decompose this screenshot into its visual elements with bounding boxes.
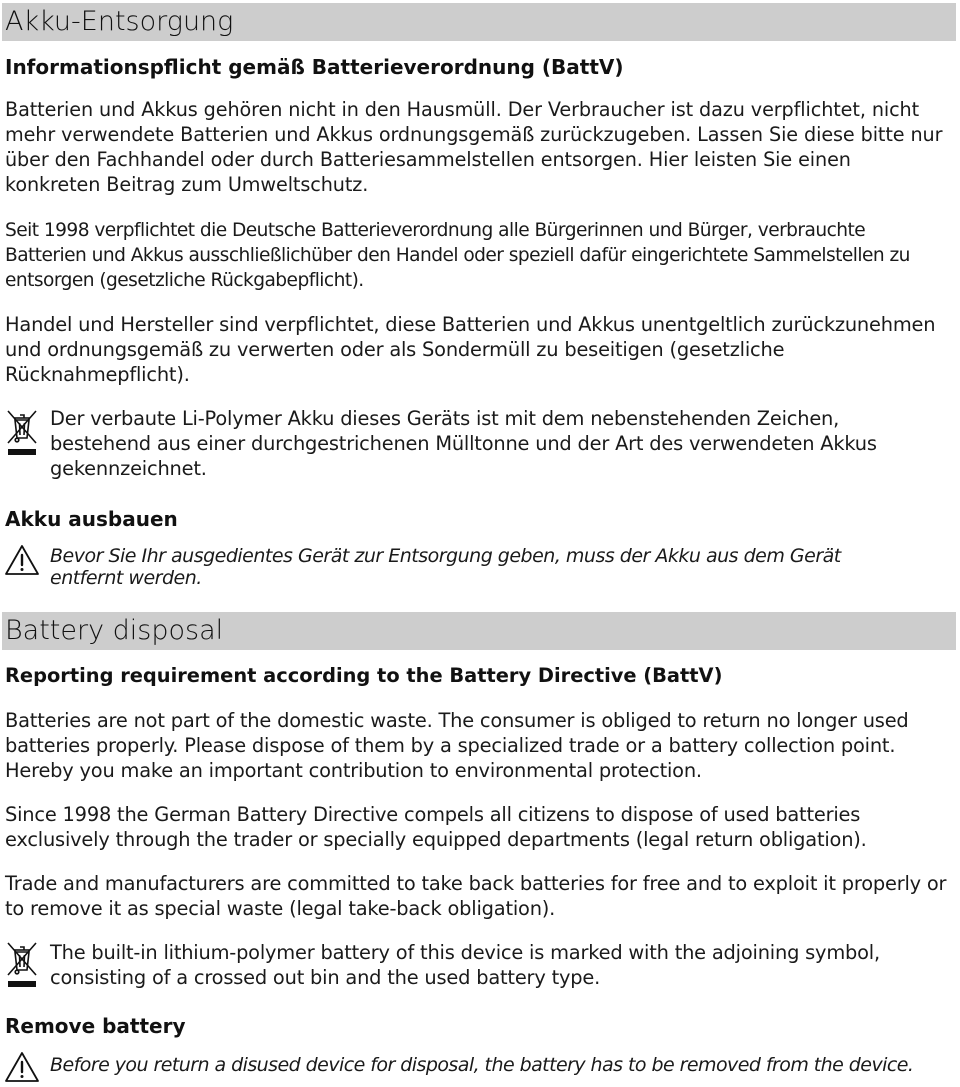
crossed-out-bin-icon [5, 408, 39, 458]
remove-heading-de: Akku ausbauen [5, 507, 178, 531]
subtitle-de: Informationspflicht gemäß Batterieverordnung (BattV) [5, 55, 624, 79]
paragraph-en-1: Batteries are not part of the domestic waste. The consumer is obliged to return no longer used batteries properly. Please dispose of them by a specialized trade or a battery collection point. Hereby you make an important contribution to environmental protection. [5, 709, 909, 782]
paragraph-de-1: Batterien und Akkus gehören nicht in den Hausmüll. Der Verbraucher ist dazu verpflichtet, nicht mehr verwendete Batterien und Akkus ordnungsgemäß zurückzugeben. Lassen Sie diese bitte nur über den Fachhandel oder durch Batteriesammelstellen entsorgen. Hier leisten Sie einen konkreten Beitrag zum Umweltschutz. [5, 98, 943, 196]
crossed-out-bin-icon [5, 940, 39, 990]
remove-heading-en: Remove battery [5, 1014, 186, 1038]
section-title-de: Akku-Entsorgung [2, 3, 956, 41]
paragraph-de-2: Seit 1998 verpflichtet die Deutsche Batterieverordnung alle Bürgerinnen und Bürger, verbrauchte Batterien und Akkus ausschließlichüber den Handel oder speziell dafür eingerichtete Sammelstellen zu entsorgen (gesetzliche Rückgabepflicht). [5, 220, 910, 291]
paragraph-en-3: Trade and manufacturers are committed to take back batteries for free and to exploit it properly or to remove it as special waste (legal take-back obligation). [5, 872, 947, 920]
paragraph-en-2: Since 1998 the German Battery Directive compels all citizens to dispose of used batteries exclusively through the trader or specially equipped departments (legal return obligation). [5, 803, 867, 851]
warning-triangle-icon [4, 1051, 40, 1083]
warning-de: Bevor Sie Ihr ausgedientes Gerät zur Entsorgung geben, muss der Akku aus dem Gerät entfernt werden. [50, 545, 841, 589]
paragraph-de-3: Handel und Hersteller sind verpflichtet, diese Batterien und Akkus unentgeltlich zurückzunehmen und ordnungsgemäß zu verwerten oder als Sondermüll zu beseitigen (gesetzliche Rücknahmepflicht). [5, 313, 936, 386]
paragraph-de-4: Der verbaute Li-Polymer Akku dieses Geräts ist mit dem nebenstehenden Zeichen, bestehend aus einer durchgestrichenen Mülltonne und der Art des verwendeten Akkus gekennzeichnet. [50, 407, 877, 480]
warning-en: Before you return a disused device for disposal, the battery has to be removed from the device. [50, 1054, 914, 1076]
warning-triangle-icon [4, 544, 40, 576]
section-title-en: Battery disposal [2, 612, 956, 650]
paragraph-en-4: The built-in lithium-polymer battery of this device is marked with the adjoining symbol, consisting of a crossed out bin and the used battery type. [50, 941, 880, 989]
subtitle-en: Reporting requirement according to the Battery Directive (BattV) [5, 664, 723, 687]
